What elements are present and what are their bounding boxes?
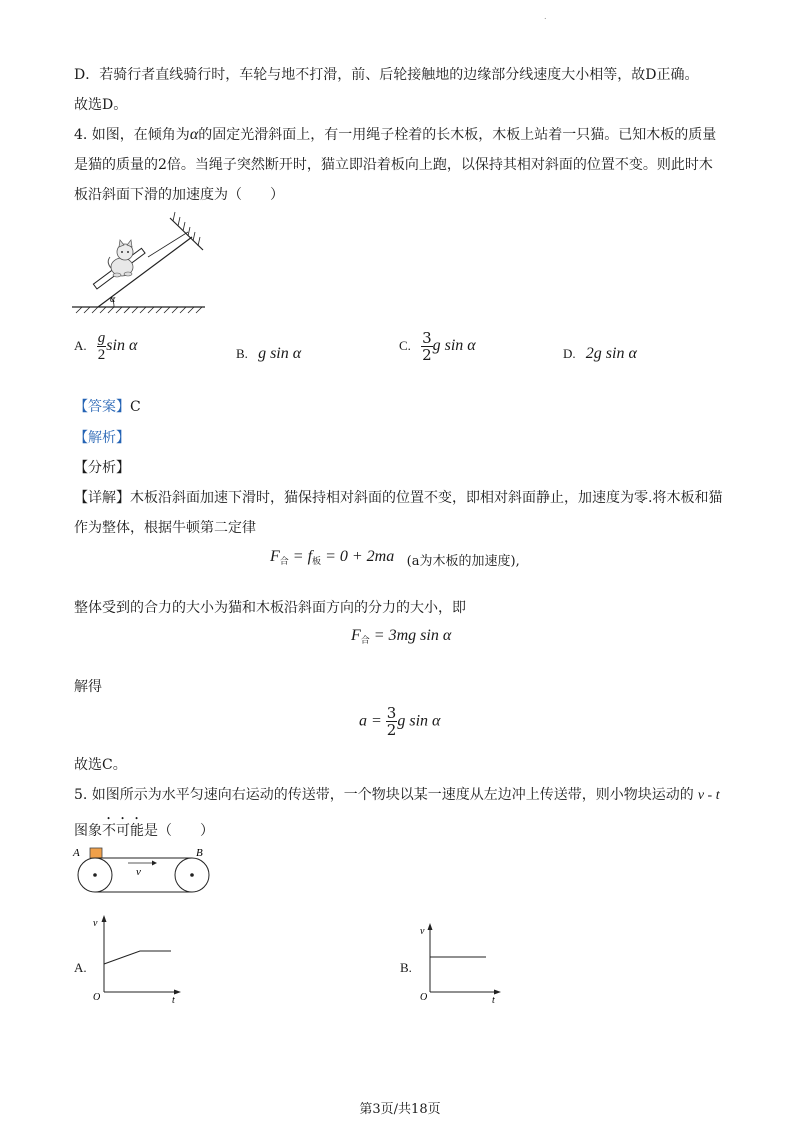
graph-b <box>416 920 506 1004</box>
equation-1-note: (a为木板的加速度), <box>406 554 520 569</box>
q4-line3: 板沿斜面下滑的加速度为（ ） <box>74 187 284 203</box>
q4-option-a[interactable]: A. $\frac{g}{2}$ sin α <box>74 330 138 363</box>
svg-text:O: O <box>93 992 101 1003</box>
answer-value: C <box>130 399 141 415</box>
graph-a-curve <box>104 951 171 964</box>
q4-option-c[interactable]: C. $\frac{3}{2}$ g sin α <box>399 329 476 364</box>
detail-tag: 【详解】 <box>74 490 130 506</box>
svg-text:t: t <box>172 995 175 1004</box>
q4-incline-figure <box>70 210 215 320</box>
belt-label-v: v <box>136 866 141 878</box>
q5-line2: 图象不可能是（ ） <box>74 823 214 839</box>
header-dot: . <box>544 12 547 21</box>
equation-2: $F_合 = 3mg$ sin α <box>351 627 452 646</box>
q4-line1: 4. 如图，在倾角为α的固定光滑斜面上，有一用绳子栓着的长木板，木板上站着一只猫。已知木板的质量 <box>74 126 717 143</box>
svg-text:v: v <box>420 926 425 937</box>
svg-text:t: t <box>492 995 495 1004</box>
analysis-tag: 【解析】 <box>74 430 130 446</box>
answer-tag: 【答案】 <box>74 399 130 415</box>
prev-option-d: D．若骑行者直线骑行时，车轮与地不打滑，前、后轮接触地的边缘部分线速度大小相等，故D正确。 <box>74 67 699 83</box>
detail-line2: 作为整体，根据牛顿第二定律 <box>74 520 256 536</box>
emphasis-text: 不可能 <box>102 823 144 839</box>
q5-vt: v - t <box>697 788 720 803</box>
figure-alpha-label: α <box>110 294 116 305</box>
q4-alpha: α <box>189 126 199 143</box>
cat-icon <box>108 240 133 277</box>
ground-hatch <box>76 307 202 313</box>
fenxi-tag: 【分析】 <box>74 460 130 476</box>
svg-text:v: v <box>93 918 98 929</box>
page-footer: 第3页/共18页 <box>359 1102 441 1117</box>
detail-line1: 【详解】木板沿斜面加速下滑时，猫保持相对斜面的位置不变，即相对斜面静止，加速度为零.将木板和猫 <box>74 490 723 506</box>
solve-text: 解得 <box>74 679 102 695</box>
q4-option-b[interactable]: B. g sin α <box>236 345 302 362</box>
belt-label-a: A <box>73 847 80 859</box>
equation-3: a = $\frac{3}{2}$ g sin α <box>359 704 441 739</box>
graph-a <box>88 912 188 1004</box>
block <box>90 848 102 858</box>
graph-a-label: A. <box>74 960 87 975</box>
belt-label-b: B <box>196 847 203 859</box>
q4-line2: 是猫的质量的2倍。当绳子突然断开时，猫立即沿着板向上跑，以保持其相对斜面的位置不变。则此时木 <box>74 157 713 173</box>
q4-option-d[interactable]: D. 2g sin α <box>563 345 637 362</box>
svg-text:O: O <box>420 992 428 1003</box>
graph-b-label: B. <box>400 960 412 975</box>
option-c-frac: $\frac{3}{2}$ <box>422 329 432 364</box>
detail-choose: 故选C。 <box>74 757 127 773</box>
option-a-frac: $\frac{g}{2}$ <box>97 330 106 363</box>
prev-choose: 故选D。 <box>74 97 128 113</box>
conveyor-belt-figure <box>70 842 215 897</box>
answer-line <box>74 397 141 417</box>
q5-line1: 5. 如图所示为水平匀速向右运动的传送带，一个物块以某一速度从左边冲上传送带，则小物块运动的 v - t <box>74 787 720 803</box>
equation-1: $F_合 = f_板 = 0 + 2ma$ (a为木板的加速度), <box>270 548 520 569</box>
detail-line3: 整体受到的合力的大小为猫和木板沿斜面方向的分力的大小，即 <box>74 600 466 616</box>
